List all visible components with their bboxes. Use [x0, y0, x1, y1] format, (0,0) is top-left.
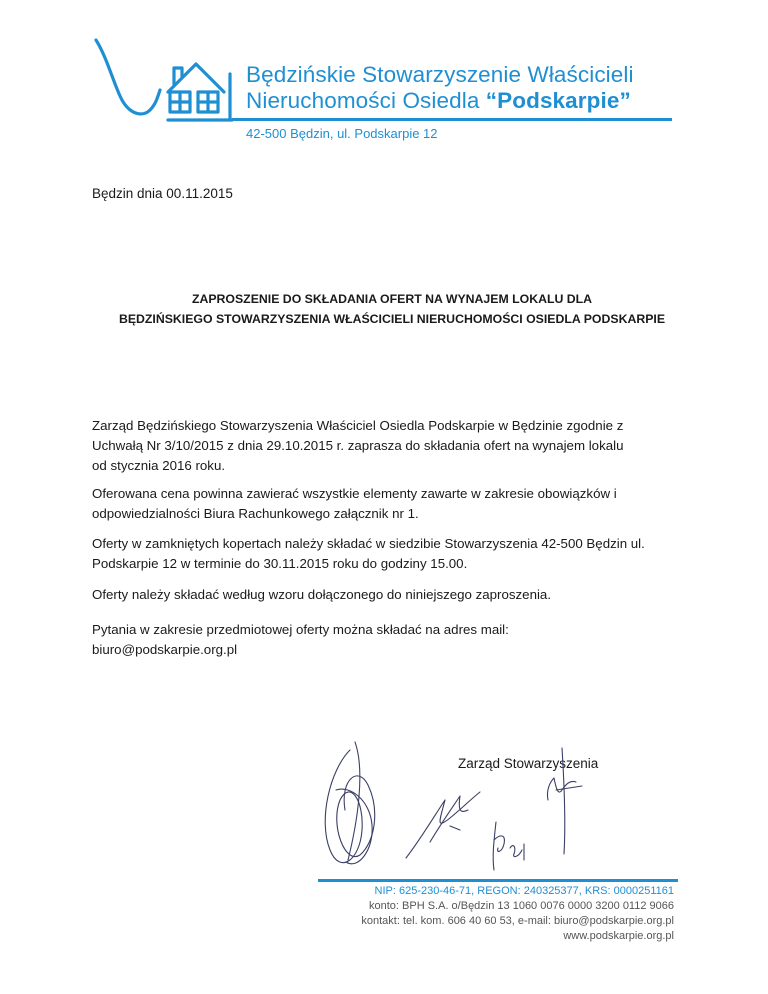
- organization-name-line-1: Będzińskie Stowarzyszenie Właścicieli: [246, 62, 634, 87]
- date-line: Będzin dnia 00.11.2015: [92, 186, 233, 201]
- paragraph-line: Uchwałą Nr 3/10/2015 z dnia 29.10.2015 r. zaprasza do składania ofert na wynajem lokalu: [92, 438, 624, 453]
- organization-name-regular: Nieruchomości Osiedla: [246, 88, 486, 113]
- footer-contact: kontakt: tel. kom. 606 40 60 53, e-mail: biuro@podskarpie.org.pl: [361, 915, 674, 927]
- footer-website: www.podskarpie.org.pl: [563, 930, 674, 942]
- paragraph-line: Oferowana cena powinna zawierać wszystkie elementy zawarte w zakresie obowiązków i: [92, 486, 617, 501]
- paragraph-line: odpowiedzialności Biura Rachunkowego załącznik nr 1.: [92, 506, 419, 521]
- document-title-line-1: ZAPROSZENIE DO SKŁADANIA OFERT NA WYNAJEM LOKALU DLA: [191, 292, 593, 306]
- paragraph-line: Podskarpie 12 w terminie do 30.11.2015 roku do godziny 15.00.: [92, 556, 468, 571]
- organization-name-bold: “Podskarpie”: [485, 88, 631, 113]
- paragraph-questions: [92, 620, 712, 660]
- signatory-label: Zarząd Stowarzyszenia: [458, 756, 599, 771]
- handwritten-signatures: [310, 730, 610, 890]
- footer-divider: [318, 879, 678, 882]
- paragraph-line: Oferty w zamkniętych kopertach należy składać w siedzibie Stowarzyszenia 42-500 Będzin ul.: [92, 536, 645, 551]
- footer-registration: NIP: 625-230-46-71, REGON: 240325377, KRS: 0000251161: [374, 885, 674, 897]
- header-divider: [232, 118, 672, 121]
- paragraph-template: [92, 585, 712, 605]
- paragraph-line: Pytania w zakresie przedmiotowej oferty można składać na adres mail:: [92, 622, 509, 637]
- house-with-windows-logo: [84, 34, 244, 124]
- contact-email: biuro@podskarpie.org.pl: [92, 642, 238, 657]
- paragraph-line: od stycznia 2016 roku.: [92, 458, 226, 473]
- paragraph-resolution: [92, 416, 712, 476]
- document-title-line-2: BĘDZIŃSKIEGO STOWARZYSZENIA WŁAŚCICIELI NIERUCHOMOŚCI OSIEDLA PODSKARPIE: [118, 312, 666, 326]
- footer-contact-block: [361, 884, 674, 944]
- footer-bank-account: konto: BPH S.A. o/Będzin 13 1060 0076 0000 3200 0112 9066: [369, 900, 674, 912]
- paragraph-line: Zarząd Będzińskiego Stowarzyszenia Właściciel Osiedla Podskarpie w Będzinie zgodnie z: [92, 418, 624, 433]
- organization-name-line-2: [246, 88, 631, 114]
- organization-address: 42-500 Będzin, ul. Podskarpie 12: [246, 126, 438, 141]
- paragraph-price: [92, 484, 712, 524]
- paragraph-line: Oferty należy składać według wzoru dołączonego do niniejszego zaproszenia.: [92, 587, 552, 602]
- paragraph-submission: [92, 534, 712, 574]
